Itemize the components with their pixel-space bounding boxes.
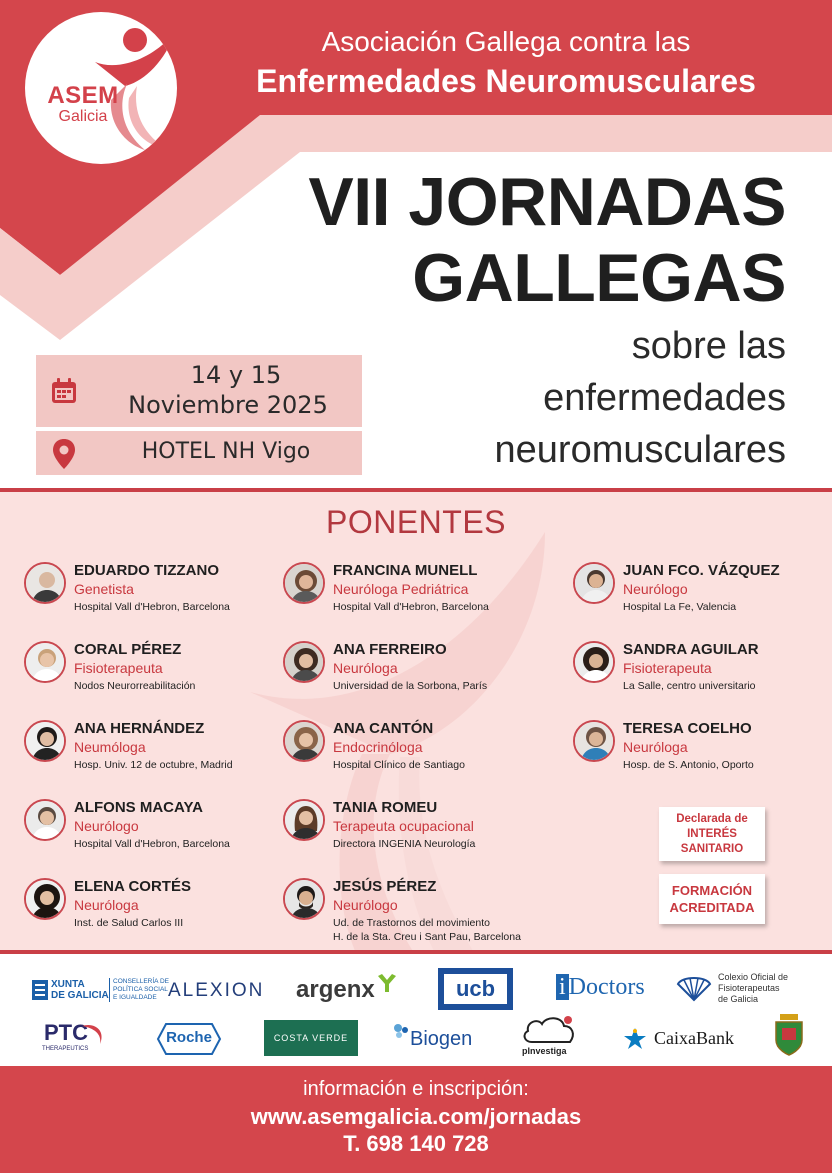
speaker-photo bbox=[24, 641, 66, 683]
speaker-name: FRANCINA MUNELL bbox=[333, 562, 478, 579]
speakers-title: PONENTES bbox=[325, 504, 507, 540]
speaker-role: Neurólogo bbox=[74, 818, 139, 834]
costaverde-logo: COSTA VERDE bbox=[264, 1020, 358, 1056]
municipal-coat-of-arms-icon bbox=[774, 1014, 804, 1056]
biogen-text: Biogen bbox=[410, 1028, 473, 1050]
speaker-role: Neurólogo bbox=[333, 897, 398, 913]
sponsors-section bbox=[0, 954, 832, 1066]
speaker-photo bbox=[573, 720, 615, 762]
speaker-name: ANA HERNÁNDEZ bbox=[74, 720, 205, 737]
speaker-role: Terapeuta ocupacional bbox=[333, 818, 474, 834]
speaker-photo bbox=[573, 641, 615, 683]
colexio-shell-icon bbox=[676, 972, 712, 1002]
speaker-card bbox=[573, 641, 832, 711]
interest-badge-line-3: SANITARIO bbox=[680, 843, 744, 855]
cloud-icon bbox=[520, 1014, 578, 1046]
speaker-role: Fisioterapeuta bbox=[74, 660, 163, 676]
speaker-card bbox=[24, 878, 284, 948]
argenx-mark-icon bbox=[376, 972, 398, 994]
speaker-card bbox=[283, 720, 543, 790]
speaker-role: Neuróloga bbox=[623, 739, 688, 755]
speaker-name: ELENA CORTÉS bbox=[74, 878, 191, 895]
speaker-name: SANDRA AGUILAR bbox=[623, 641, 759, 658]
footer-info-label: información e inscripción: bbox=[303, 1078, 529, 1100]
xunta-name-1: XUNTA bbox=[51, 979, 85, 990]
speaker-photo bbox=[24, 799, 66, 841]
xunta-name-2: DE GALICIA bbox=[51, 990, 109, 1001]
speaker-role: Neurólogo bbox=[623, 581, 688, 597]
speaker-card bbox=[283, 641, 543, 711]
subtitle-line-2: enfermedades bbox=[543, 377, 786, 419]
speaker-name: EDUARDO TIZZANO bbox=[74, 562, 219, 579]
speaker-role: Endocrinóloga bbox=[333, 739, 423, 755]
training-badge bbox=[659, 874, 765, 924]
idoctors-i: i bbox=[556, 974, 569, 1000]
speaker-role: Neuróloga bbox=[74, 897, 139, 913]
logo-name: ASEM bbox=[47, 82, 119, 109]
idoctors-text: Doctors bbox=[568, 974, 645, 1000]
roche-logo bbox=[156, 1022, 222, 1056]
training-badge-line-2: ACREDITADA bbox=[669, 900, 755, 915]
title-line-1: VII JORNADAS bbox=[308, 164, 786, 240]
speaker-card bbox=[24, 720, 284, 790]
speaker-affiliation: Ud. de Trastornos del movimiento bbox=[333, 917, 490, 929]
colexio-text: Colexio Oficial de Fisioterapeutas de Galicia bbox=[718, 972, 789, 1004]
alexion-logo: ALEXION bbox=[168, 980, 265, 1001]
ptc-text: PTC bbox=[44, 1020, 88, 1045]
speaker-name: ANA CANTÓN bbox=[333, 720, 434, 737]
biogen-dots-icon bbox=[392, 1022, 410, 1040]
speaker-card bbox=[283, 562, 543, 632]
association-line-2: Enfermedades Neuromusculares bbox=[256, 63, 756, 99]
xunta-shield-icon bbox=[32, 980, 48, 1000]
speaker-photo bbox=[573, 562, 615, 604]
roche-text: Roche bbox=[166, 1029, 212, 1046]
speaker-name: TERESA COELHO bbox=[623, 720, 752, 737]
speaker-affiliation: La Salle, centro universitario bbox=[623, 680, 756, 692]
event-venue: HOTEL NH Vigo bbox=[141, 439, 311, 464]
date-box bbox=[36, 355, 362, 427]
logo-region: Galicia bbox=[58, 108, 108, 125]
speaker-photo bbox=[283, 799, 325, 841]
speaker-name: JESÚS PÉREZ bbox=[333, 878, 437, 895]
speaker-affiliation: Hosp. de S. Antonio, Oporto bbox=[623, 759, 754, 771]
title-line-2: GALLEGAS bbox=[412, 240, 786, 316]
speaker-card bbox=[24, 799, 284, 869]
footer bbox=[0, 1066, 832, 1173]
asem-logo bbox=[25, 12, 177, 164]
xunta-department: CONSELLERÍA DE POLÍTICA SOCIAL E IGUALDADE bbox=[113, 978, 169, 1001]
training-badge-line-1: FORMACIÓN bbox=[671, 883, 753, 898]
speaker-name: TANIA ROMEU bbox=[333, 799, 438, 816]
speaker-card bbox=[283, 799, 543, 869]
investiga-text: pInvestiga bbox=[522, 1046, 567, 1056]
argenx-text: argenx bbox=[296, 976, 375, 1003]
investiga-logo bbox=[518, 1014, 580, 1060]
speaker-affiliation: Directora INGENIA Neurología bbox=[333, 838, 476, 850]
caixabank-text: CaixaBank bbox=[654, 1028, 734, 1048]
argenx-logo bbox=[296, 976, 375, 1004]
ucb-text: ucb bbox=[444, 974, 507, 1004]
colexio-logo bbox=[676, 968, 806, 1010]
speaker-photo bbox=[283, 562, 325, 604]
venue-box bbox=[36, 431, 362, 475]
speaker-affiliation: Nodos Neurorreabilitación bbox=[74, 680, 196, 692]
speaker-card bbox=[283, 878, 543, 948]
calendar-icon bbox=[50, 377, 78, 405]
speaker-name: CORAL PÉREZ bbox=[74, 641, 182, 658]
speaker-role: Genetista bbox=[74, 581, 134, 597]
speaker-card bbox=[573, 720, 832, 790]
speaker-name: JUAN FCO. VÁZQUEZ bbox=[623, 562, 780, 579]
speaker-affiliation: Hospital Clínico de Santiago bbox=[333, 759, 465, 771]
speaker-name: ANA FERREIRO bbox=[333, 641, 447, 658]
header bbox=[0, 0, 832, 488]
location-pin-icon bbox=[52, 438, 76, 470]
caixabank-star-icon bbox=[622, 1026, 648, 1050]
ptc-swoosh-icon bbox=[80, 1022, 106, 1046]
speaker-role: Neumóloga bbox=[74, 739, 146, 755]
subtitle-line-3: neuromusculares bbox=[494, 429, 786, 471]
speaker-affiliation: Inst. de Salud Carlos III bbox=[74, 917, 184, 929]
speaker-card bbox=[573, 562, 832, 632]
speaker-card bbox=[24, 562, 284, 632]
speaker-card bbox=[24, 641, 284, 711]
speaker-affiliation: Hospital Vall d'Hebron, Barcelona bbox=[74, 601, 230, 613]
subtitle-line-1: sobre las bbox=[631, 325, 786, 367]
speaker-affiliation-2: H. de la Sta. Creu i Sant Pau, Barcelona bbox=[333, 931, 521, 943]
interest-badge-line-2: INTERÉS bbox=[687, 828, 737, 840]
event-date-month: Noviembre 2025 bbox=[128, 391, 328, 419]
speaker-name: ALFONS MACAYA bbox=[74, 799, 203, 816]
speaker-photo bbox=[283, 641, 325, 683]
interest-badge bbox=[659, 807, 765, 861]
speaker-affiliation: Hospital Vall d'Hebron, Barcelona bbox=[333, 601, 489, 613]
idoctors-logo bbox=[556, 974, 645, 1001]
speaker-affiliation: Hospital Vall d'Hebron, Barcelona bbox=[74, 838, 230, 850]
interest-badge-line-1: Declarada de bbox=[676, 813, 748, 825]
xunta-logo bbox=[32, 978, 169, 1004]
event-date-days: 14 y 15 bbox=[190, 361, 282, 389]
speaker-role: Fisioterapeuta bbox=[623, 660, 712, 676]
speaker-affiliation: Universidad de la Sorbona, París bbox=[333, 680, 488, 692]
speaker-role: Neuróloga bbox=[333, 660, 398, 676]
speaker-affiliation: Hospital La Fe, Valencia bbox=[623, 601, 737, 613]
ucb-logo bbox=[438, 968, 513, 1010]
speaker-role: Neuróloga Pedriátrica bbox=[333, 581, 469, 597]
ptc-logo bbox=[40, 1020, 108, 1058]
speaker-affiliation: Hosp. Univ. 12 de octubre, Madrid bbox=[74, 759, 233, 771]
speaker-photo bbox=[24, 878, 66, 920]
speaker-photo bbox=[24, 562, 66, 604]
footer-website-link[interactable]: www.asemgalicia.com/jornadas bbox=[250, 1104, 582, 1129]
association-line-1: Asociación Gallega contra las bbox=[321, 26, 691, 57]
speaker-photo bbox=[283, 720, 325, 762]
speaker-photo bbox=[283, 878, 325, 920]
speaker-photo bbox=[24, 720, 66, 762]
footer-phone[interactable]: T. 698 140 728 bbox=[343, 1131, 489, 1156]
ptc-subtitle: THERAPEUTICS bbox=[42, 1046, 89, 1052]
speakers-section bbox=[0, 488, 832, 954]
